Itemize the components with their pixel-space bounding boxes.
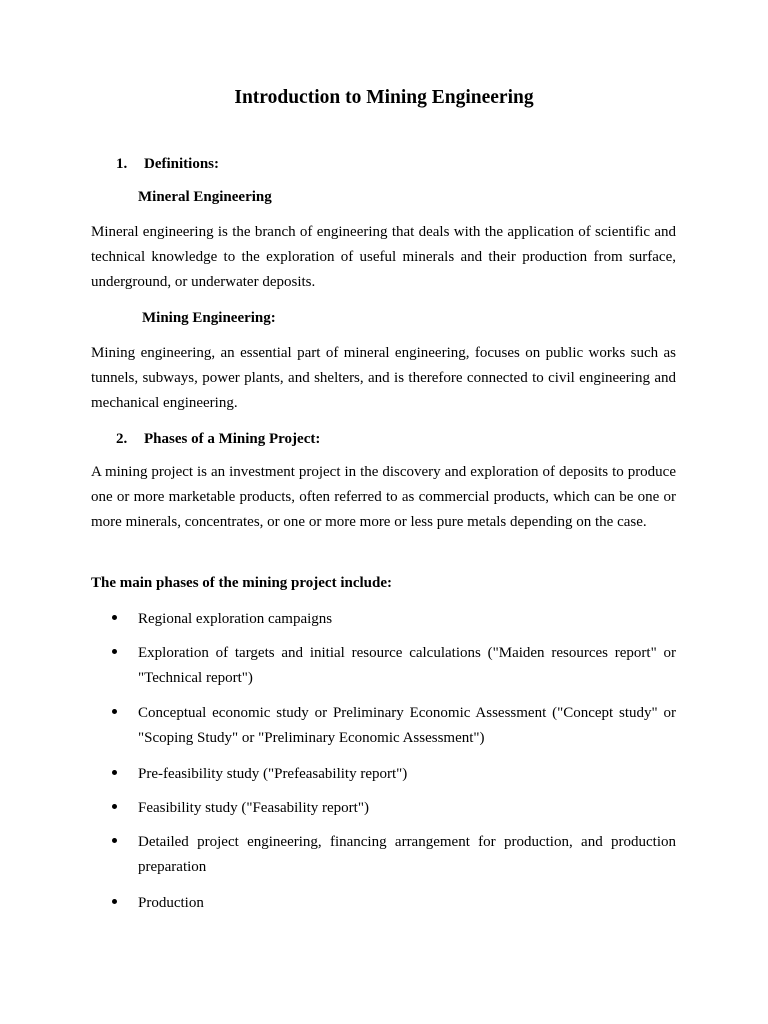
bullet-icon [112, 804, 117, 809]
mineral-engineering-heading: Mineral Engineering [138, 189, 272, 205]
mining-engineering-heading: Mining Engineering: [142, 310, 276, 326]
document-title: Introduction to Mining Engineering [234, 87, 534, 108]
list-item-text: Regional exploration campaigns [138, 611, 333, 627]
section-2-title: Phases of a Mining Project: [144, 431, 321, 447]
list-item-text: Exploration of targets and initial resource calculations ("Maiden resources report" or "Technical report") [138, 645, 676, 686]
list-item-text: Feasibility study ("Feasability report") [138, 800, 369, 816]
bullet-icon [112, 615, 117, 620]
section-1-title: Definitions: [144, 156, 219, 172]
section-1-heading [116, 154, 219, 174]
section-1-number: 1. [116, 156, 128, 172]
mining-project-paragraph: A mining project is an investment project in the discovery and exploration of deposits to produce one or more marketable products, often referred to as commercial products, which can be one or more minerals, concentrates, or one or more more or less pure metals depending on the case. [91, 464, 676, 530]
list-item-text: Production [138, 895, 204, 911]
bullet-icon [112, 649, 117, 654]
phases-list-heading: The main phases of the mining project include: [91, 575, 392, 591]
list-item-text: Pre-feasibility study ("Prefeasability report") [138, 766, 408, 782]
bullet-icon [112, 838, 117, 843]
section-2-heading [116, 429, 320, 449]
bullet-icon [112, 770, 117, 775]
list-item-text: Conceptual economic study or Preliminary Economic Assessment ("Concept study" or "Scoping Study" or "Preliminary Economic Assessment") [138, 705, 676, 746]
bullet-icon [112, 899, 117, 904]
section-2-number: 2. [116, 431, 128, 447]
list-item-text: Detailed project engineering, financing arrangement for production, and production preparation [138, 834, 676, 875]
mineral-engineering-paragraph: Mineral engineering is the branch of engineering that deals with the application of scientific and technical knowledge to the exploration of useful minerals and their production from surface, underground, or underwater deposits. [91, 224, 676, 290]
mining-engineering-paragraph: Mining engineering, an essential part of mineral engineering, focuses on public works such as tunnels, subways, power plants, and shelters, and is therefore connected to civil engineering and mechanical engineering. [91, 345, 676, 411]
bullet-icon [112, 709, 117, 714]
